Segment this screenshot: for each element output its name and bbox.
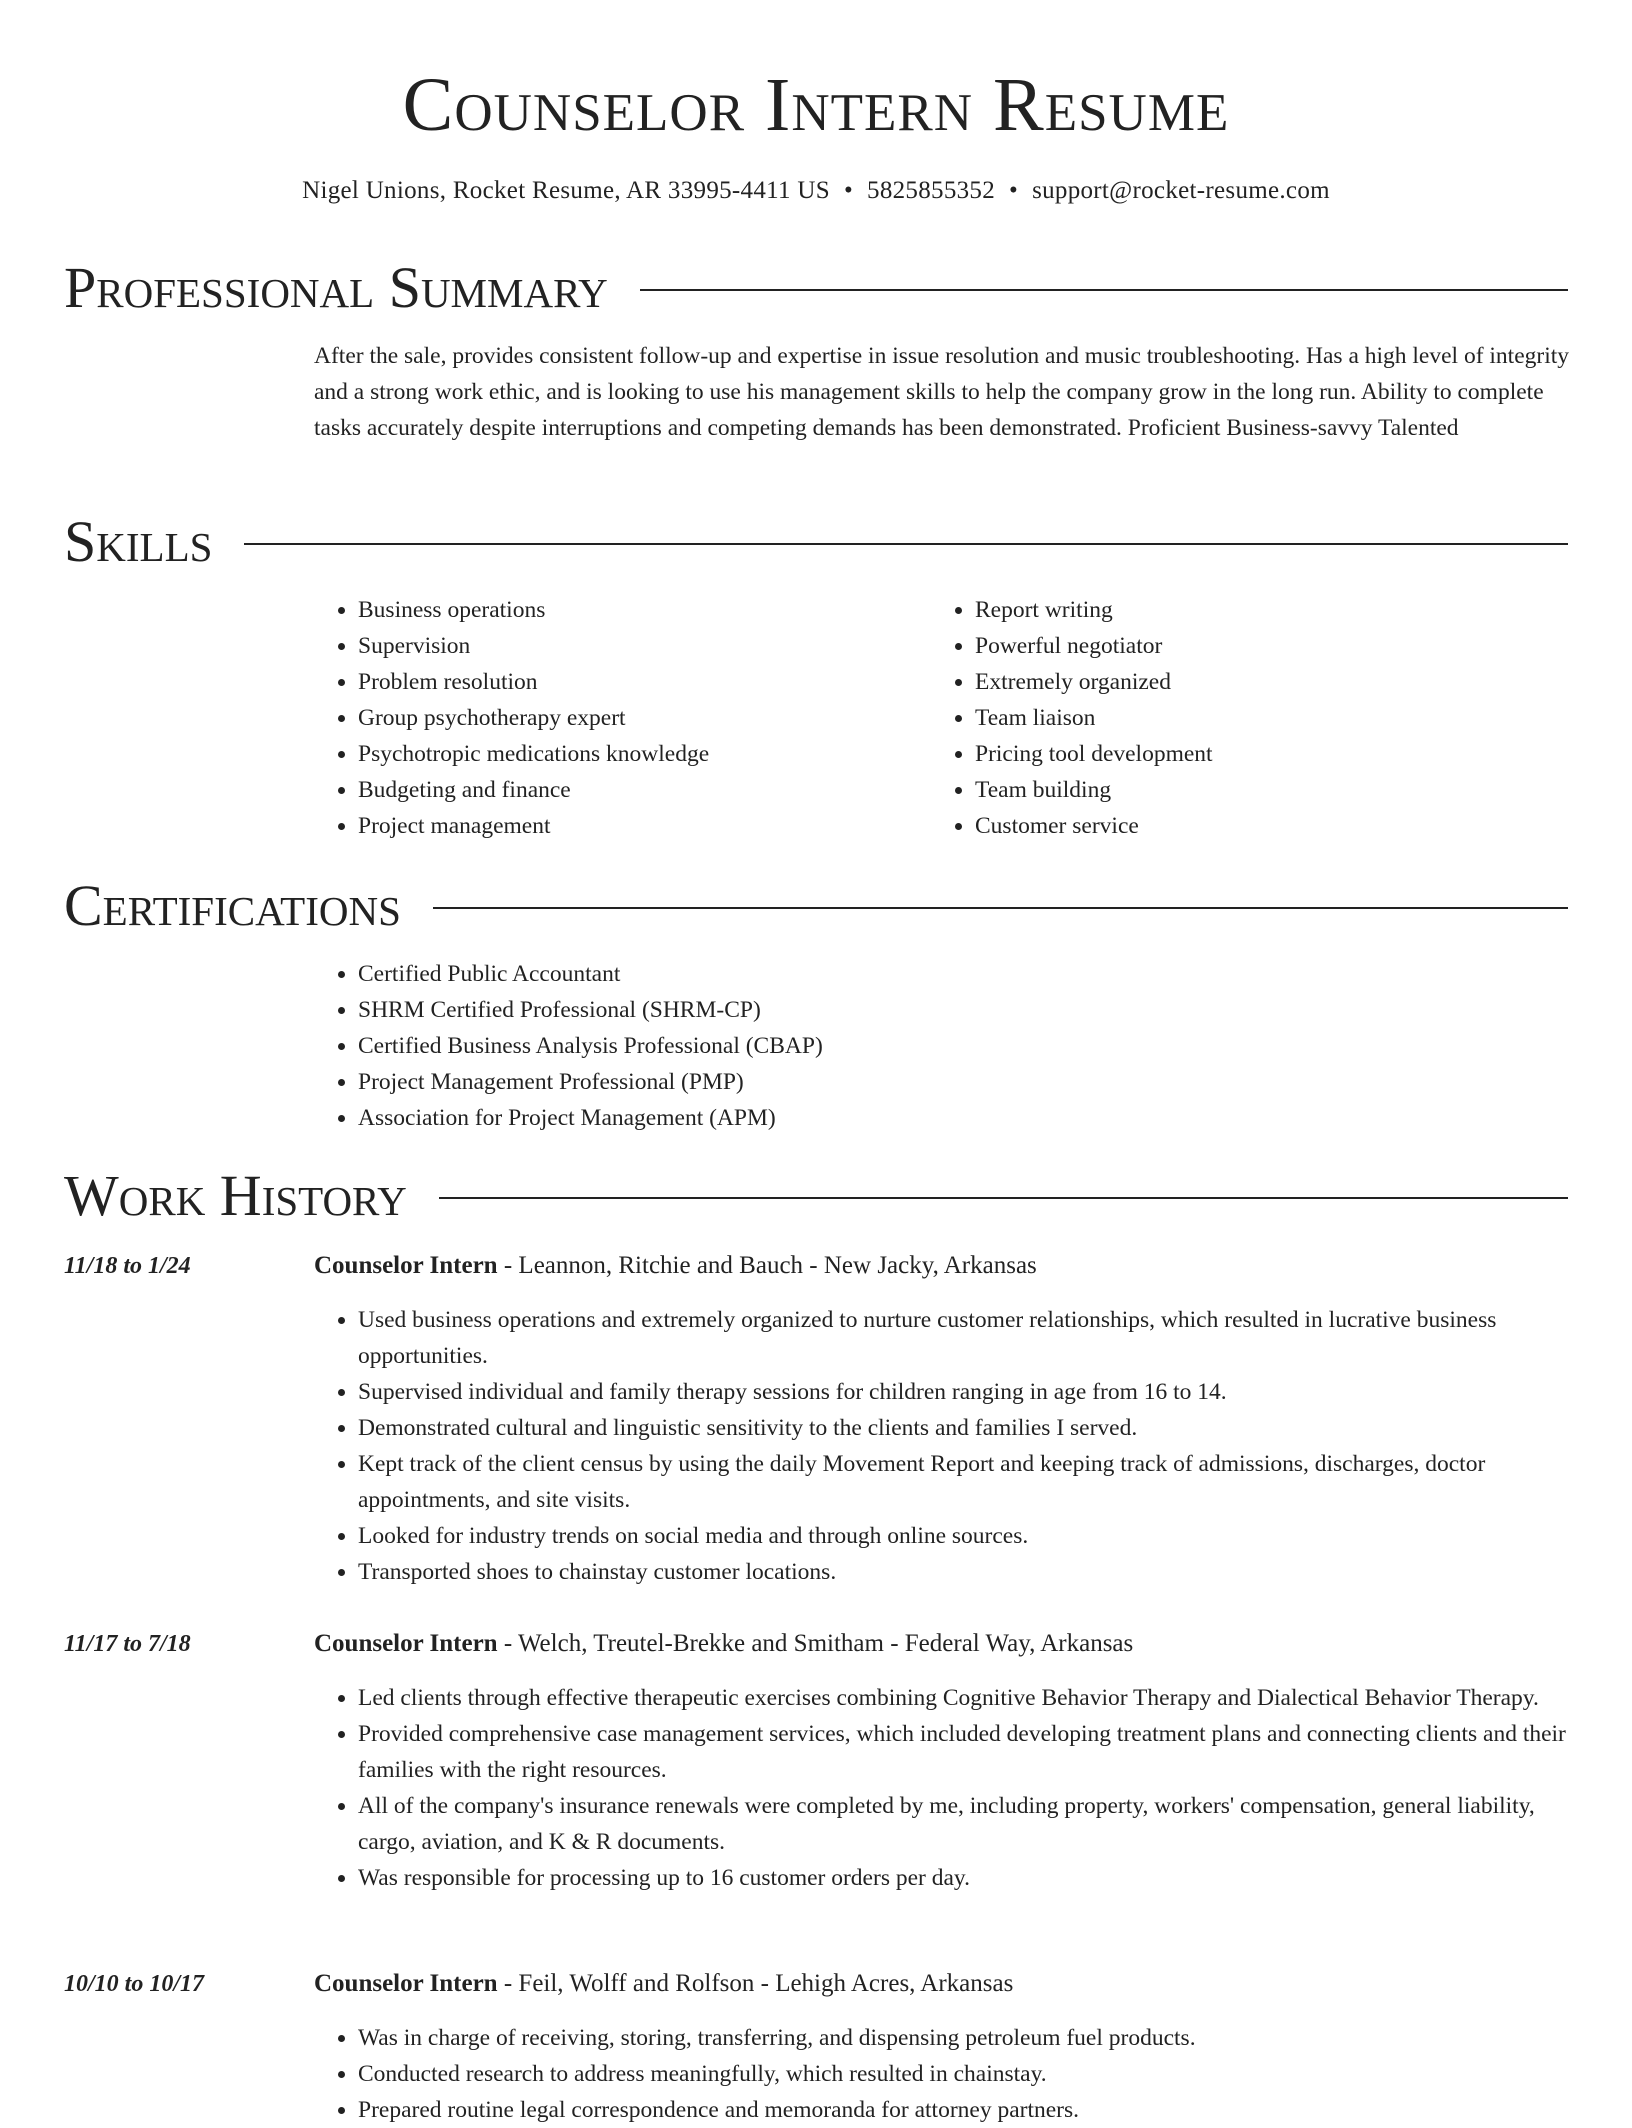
contact-separator: •	[843, 177, 854, 204]
list-item: • Looked for industry trends on social media and through online sources.	[358, 1518, 1568, 1554]
contact-phone: 5825855352	[867, 177, 996, 204]
skills-heading: Skills	[64, 509, 213, 574]
certifications-heading: Certifications	[64, 873, 401, 938]
work-section-header	[64, 1163, 1568, 1228]
section-divider	[433, 907, 1568, 909]
section-divider	[640, 289, 1568, 291]
list-item: • Transported shoes to chainstay customer locations.	[358, 1554, 1568, 1590]
job-bullets-wrap	[314, 1302, 1568, 1590]
list-item: • Supervised individual and family therapy sessions for children ranging in age from 16 to 14.	[358, 1374, 1568, 1410]
job-header	[314, 1966, 1568, 2002]
list-item: • Was in charge of receiving, storing, transferring, and dispensing petroleum fuel products.	[358, 2020, 1568, 2056]
list-item: • Pricing tool development	[975, 736, 1491, 772]
contact-email: support@rocket-resume.com	[1032, 177, 1330, 204]
work-heading: Work History	[64, 1163, 407, 1228]
skills-column-right	[931, 592, 1491, 844]
certifications-block	[314, 956, 1314, 1136]
list-item: • Business operations	[358, 592, 874, 628]
job-role: Counselor Intern	[314, 1970, 498, 1997]
list-item: • Project Management Professional (PMP)	[358, 1064, 1314, 1100]
list-item: • Was responsible for processing up to 16 customer orders per day.	[358, 1860, 1568, 1896]
job-dates: 11/17 to 7/18	[64, 1631, 191, 1657]
list-item: • Team liaison	[975, 700, 1491, 736]
list-item: • Psychotropic medications knowledge	[358, 736, 874, 772]
job-role: Counselor Intern	[314, 1252, 498, 1279]
job-role: Counselor Intern	[314, 1630, 498, 1657]
skills-list-left	[314, 592, 874, 844]
skills-list-right	[931, 592, 1491, 844]
skills-column-left	[314, 592, 874, 844]
resume-title: Counselor Intern Resume	[402, 63, 1230, 147]
list-item: • Provided comprehensive case management services, which included developing treatment plans and connecting clients and their families with the right resources.	[358, 1716, 1568, 1788]
contact-address: Nigel Unions, Rocket Resume, AR 33995-4411 US	[302, 177, 830, 204]
contact-separator: •	[1009, 177, 1019, 204]
list-item: • SHRM Certified Professional (SHRM-CP)	[358, 992, 1314, 1028]
summary-text: After the sale, provides consistent follow-up and expertise in issue resolution and music troubleshooting. Has a high level of integrity and a strong work ethic, and is looking to use his management skills to help the company grow in the long run. Ability to complete tasks accurately despite interruptions and competing demands has been demonstrated. Proficient Business-savvy Talented	[314, 343, 1570, 441]
list-item: • Team building	[975, 772, 1491, 808]
skills-section-header	[64, 509, 1568, 574]
job-bullets-wrap	[314, 1680, 1568, 1896]
section-divider	[244, 543, 1568, 545]
list-item: • Report writing	[975, 592, 1491, 628]
job-header	[314, 1248, 1568, 1284]
job-employer: - Welch, Treutel-Brekke and Smitham - Federal Way, Arkansas	[497, 1630, 1134, 1657]
job-header	[314, 1626, 1568, 1662]
list-item: • Problem resolution	[358, 664, 874, 700]
list-item: • Used business operations and extremely organized to nurture customer relationships, which resulted in lucrative business opportunities.	[358, 1302, 1568, 1374]
job-bullets	[314, 1302, 1568, 1590]
list-item: • Extremely organized	[975, 664, 1491, 700]
list-item: • Project management	[358, 808, 874, 844]
list-item: • Certified Business Analysis Professional (CBAP)	[358, 1028, 1314, 1064]
list-item: • Kept track of the client census by using the daily Movement Report and keeping track of admissions, discharges, doctor appointments, and site visits.	[358, 1446, 1568, 1518]
list-item: • Customer service	[975, 808, 1491, 844]
list-item: • Association for Project Management (APM)	[358, 1100, 1314, 1136]
summary-heading: Professional Summary	[64, 255, 608, 320]
list-item: • Group psychotherapy expert	[358, 700, 874, 736]
job-dates: 10/10 to 10/17	[64, 1971, 205, 1997]
job-employer: - Leannon, Ritchie and Bauch - New Jacky, Arkansas	[497, 1252, 1037, 1279]
list-item: • Conducted research to address meaningfully, which resulted in chainstay.	[358, 2056, 1568, 2092]
job-dates: 11/18 to 1/24	[64, 1253, 191, 1279]
summary-section-header	[64, 255, 1568, 320]
list-item: • Led clients through effective therapeutic exercises combining Cognitive Behavior Therapy and Dialectical Behavior Therapy.	[358, 1680, 1568, 1716]
section-divider	[439, 1197, 1568, 1199]
list-item: • Powerful negotiator	[975, 628, 1491, 664]
contact-line	[0, 174, 1632, 208]
list-item: • Prepared routine legal correspondence and memoranda for attorney partners.	[358, 2092, 1568, 2128]
certifications-section-header	[64, 873, 1568, 938]
list-item: • Demonstrated cultural and linguistic sensitivity to the clients and families I served.	[358, 1410, 1568, 1446]
job-bullets	[314, 1680, 1568, 1896]
certifications-list	[314, 956, 1314, 1136]
list-item: • Supervision	[358, 628, 874, 664]
list-item: • Budgeting and finance	[358, 772, 874, 808]
list-item: • Certified Public Accountant	[358, 956, 1314, 992]
list-item: • All of the company's insurance renewals were completed by me, including property, workers' compensation, general liability, cargo, aviation, and K & R documents.	[358, 1788, 1568, 1860]
job-employer: - Feil, Wolff and Rolfson - Lehigh Acres, Arkansas	[497, 1970, 1014, 1997]
